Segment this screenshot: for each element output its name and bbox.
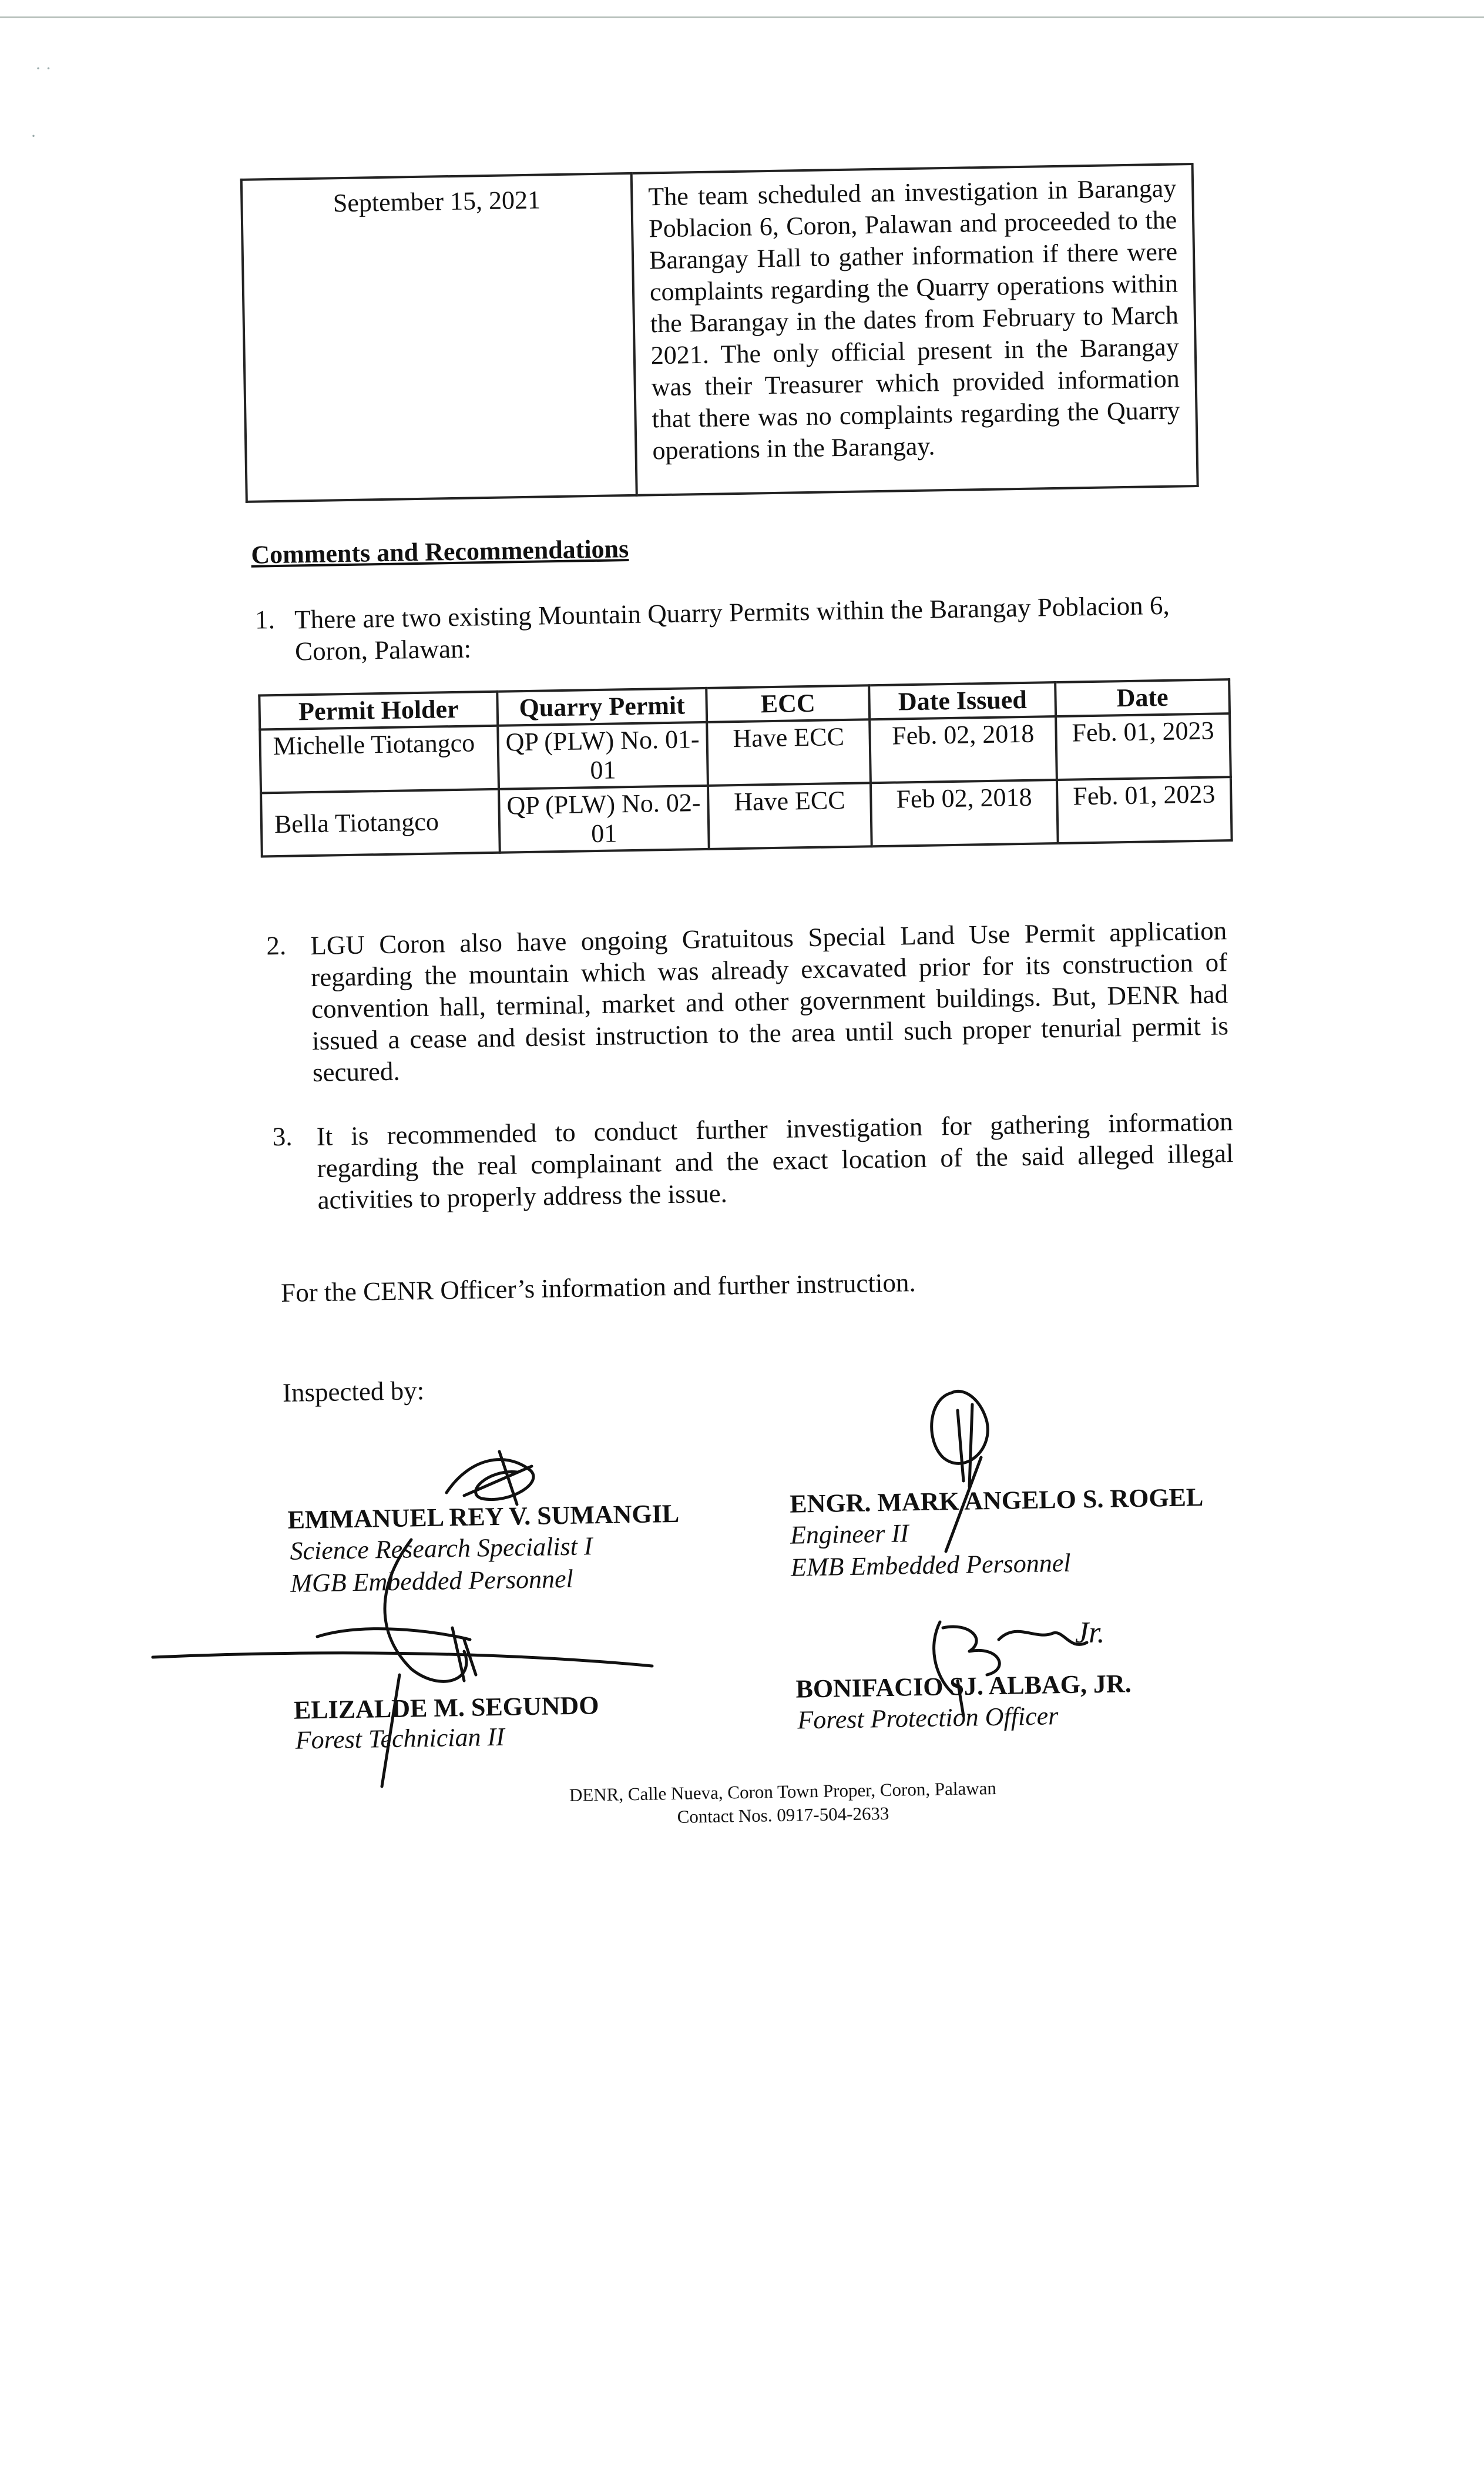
- footer-address: DENR, Calle Nueva, Coron Town Proper, Coron, Palawan: [569, 1777, 997, 1806]
- item-number: 2.: [266, 930, 287, 961]
- signatory-title: Forest Protection Officer: [797, 1701, 1059, 1735]
- column-header: Permit Holder: [259, 692, 498, 730]
- column-header: Date Issued: [869, 682, 1056, 719]
- item-number: 1.: [254, 605, 276, 635]
- scan-speck: ·: [31, 126, 36, 146]
- signature-albag: [934, 1622, 1087, 1716]
- signatory-name: BONIFACIO SJ. ALBAG, JR.: [795, 1669, 1132, 1704]
- item-text: LGU Coron also have ongoing Gratuitous Special Land Use Permit application regarding the mountain which was already excavated prior for its construction of convention hall, terminal, market and other government buildings. But, DENR had issued a cease and desist instruction to the area until such proper tenurial permit is secured.: [310, 916, 1229, 1088]
- item-number: 3.: [272, 1121, 293, 1152]
- column-header: Date: [1055, 679, 1230, 716]
- signature-rogel: [932, 1391, 988, 1551]
- table-cell: Michelle Tiotangco: [260, 726, 499, 793]
- inspected-by-label: Inspected by:: [282, 1376, 425, 1408]
- scan-speck: · ·: [35, 59, 52, 78]
- signature-note: Jr.: [1075, 1616, 1105, 1650]
- column-header: ECC: [706, 685, 870, 722]
- signatory-unit: EMB Embedded Personnel: [790, 1548, 1071, 1582]
- table-cell: Have ECC: [708, 783, 872, 849]
- table-cell: Have ECC: [707, 719, 871, 786]
- table-cell: Feb. 02, 2018: [869, 716, 1056, 783]
- signature-sumangil: [446, 1452, 533, 1504]
- table-cell: QP (PLW) No. 01-01: [498, 722, 707, 789]
- table-cell: Feb. 01, 2023: [1057, 777, 1232, 843]
- table-cell: QP (PLW) No. 02-01: [499, 786, 709, 853]
- item-text: There are two existing Mountain Quarry Permits within the Barangay Poblacion 6, Coron, Palawan:: [294, 590, 1170, 666]
- table-cell: Feb. 01, 2023: [1056, 713, 1231, 780]
- investigation-date: September 15, 2021: [241, 173, 637, 502]
- table-cell: Bella Tiotangco: [261, 789, 500, 857]
- footer-contact: Contact Nos. 0917-504-2633: [677, 1802, 889, 1827]
- table-cell: Feb 02, 2018: [871, 780, 1057, 846]
- signatory-title: Forest Technician II: [295, 1722, 505, 1755]
- signatory-name: ENGR. MARK ANGELO S. ROGEL: [789, 1483, 1204, 1519]
- investigation-text: The team scheduled an investigation in Barangay Poblacion 6, Coron, Palawan and proceeded to the Barangay Hall to gather information if there were complaints regarding the Quarry operations within the Barangay in the dates from February to March 2021. The only official present in the Barangay was their Treasurer which provided information that there was no complaints regarding the Quarry operations in the Barangay.: [632, 164, 1198, 495]
- signatory-title: Engineer II: [790, 1519, 909, 1550]
- signatory-unit: MGB Embedded Personnel: [290, 1564, 574, 1598]
- closing-statement: For the CENR Officer’s information and further instruction.: [280, 1268, 916, 1308]
- item-text: It is recommended to conduct further investigation for gathering information regarding the real complainant and the exact location of the said alleged illegal activities to properly address the issue.: [316, 1107, 1234, 1215]
- section-heading: Comments and Recommendations: [250, 534, 629, 569]
- signatory-name: ELIZALDE M. SEGUNDO: [293, 1691, 599, 1725]
- signatory-title: Science Research Specialist I: [290, 1531, 593, 1566]
- signature-segundo: [153, 1540, 652, 1786]
- signatory-name: EMMANUEL REY V. SUMANGIL: [287, 1499, 680, 1534]
- column-header: Quarry Permit: [498, 688, 707, 726]
